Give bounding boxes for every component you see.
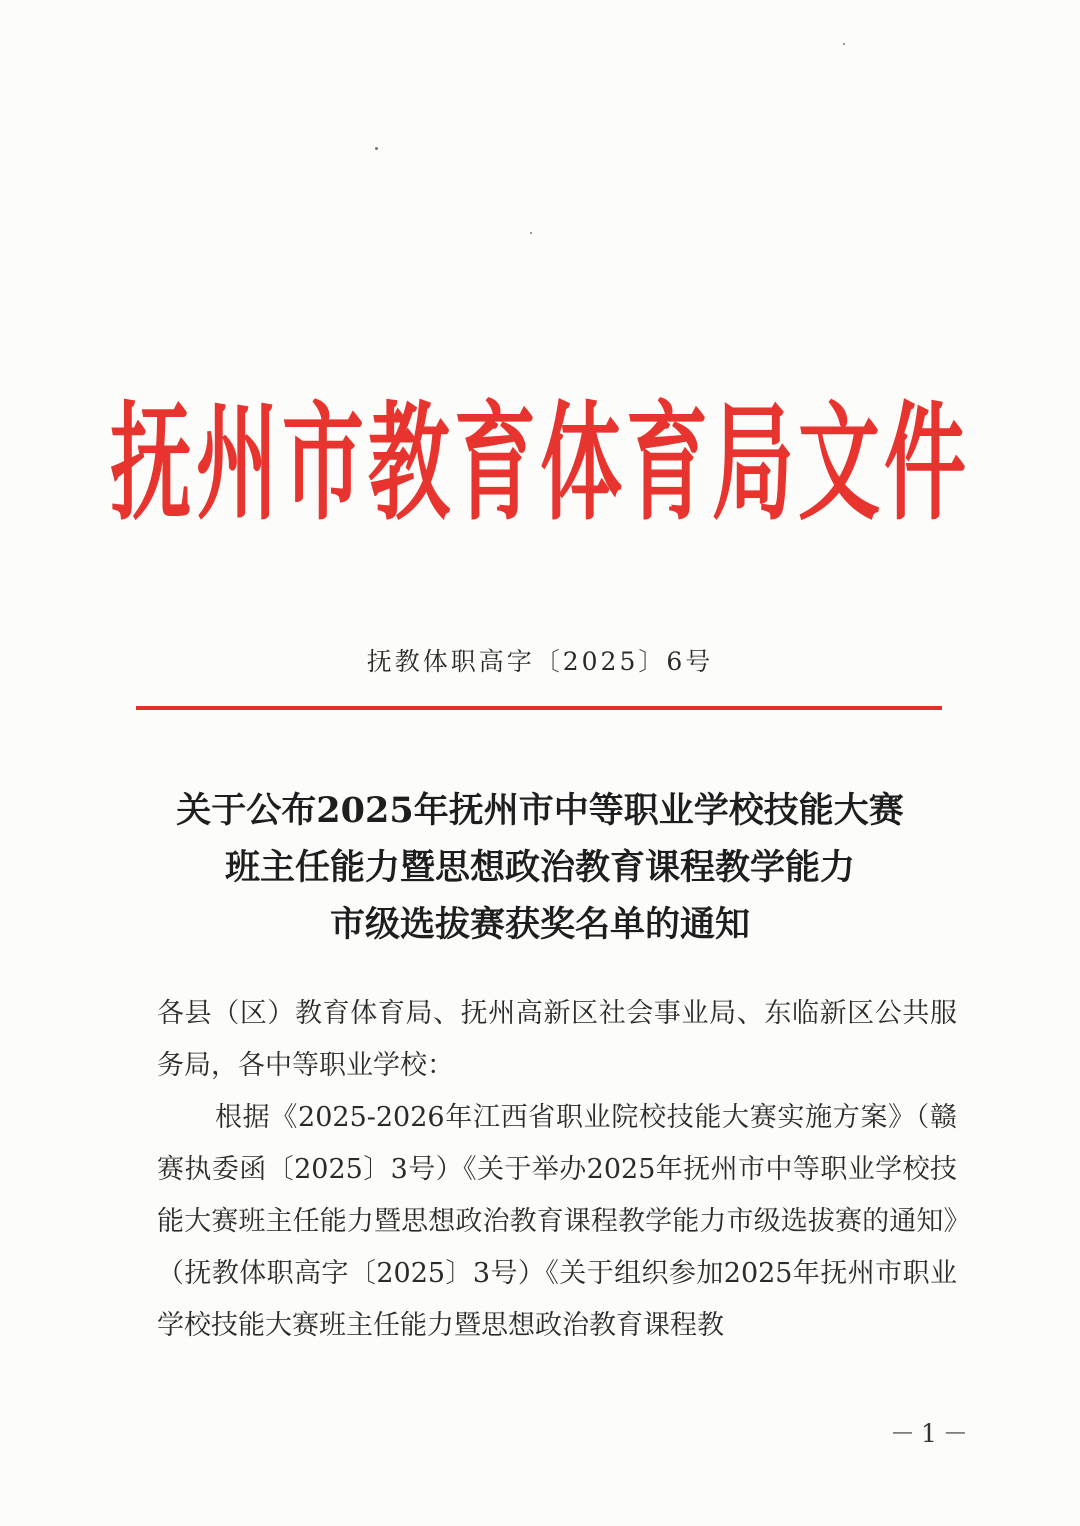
scan-speck	[375, 147, 378, 150]
masthead-title: 抚州市教育体育局文件	[109, 391, 970, 539]
body-text	[157, 988, 957, 1352]
scan-speck	[843, 43, 845, 45]
document-number: 抚教体职高字〔2025〕6号	[366, 647, 714, 676]
title-line: 市级选拔赛获奖名单的通知	[329, 904, 750, 945]
title-line: 班主任能力暨思想政治教育课程教学能力	[224, 847, 855, 888]
body-paragraph: 根据《2025-2026年江西省职业院校技能大赛实施方案》（赣赛执委函〔2025〕3号）《关于举办2025年抚州市中等职业学校技能大赛班主任能力暨思想政治教育课程教学能力市级选拔赛的通知》（抚教体职高字〔2025〕3号）《关于组织参加2025年抚州市职业学校技能大赛班主任能力暨思想政治教育课程教	[157, 1102, 957, 1341]
red-divider-line	[136, 706, 942, 710]
title-line: 关于公布2025年抚州市中等职业学校技能大赛	[176, 790, 904, 831]
salutation: 各县（区）教育体育局、抚州高新区社会事业局、东临新区公共服务局，各中等职业学校：	[157, 998, 957, 1081]
notice-title	[0, 782, 1080, 953]
scan-speck	[530, 232, 532, 234]
page-number: －1－	[890, 1419, 974, 1448]
